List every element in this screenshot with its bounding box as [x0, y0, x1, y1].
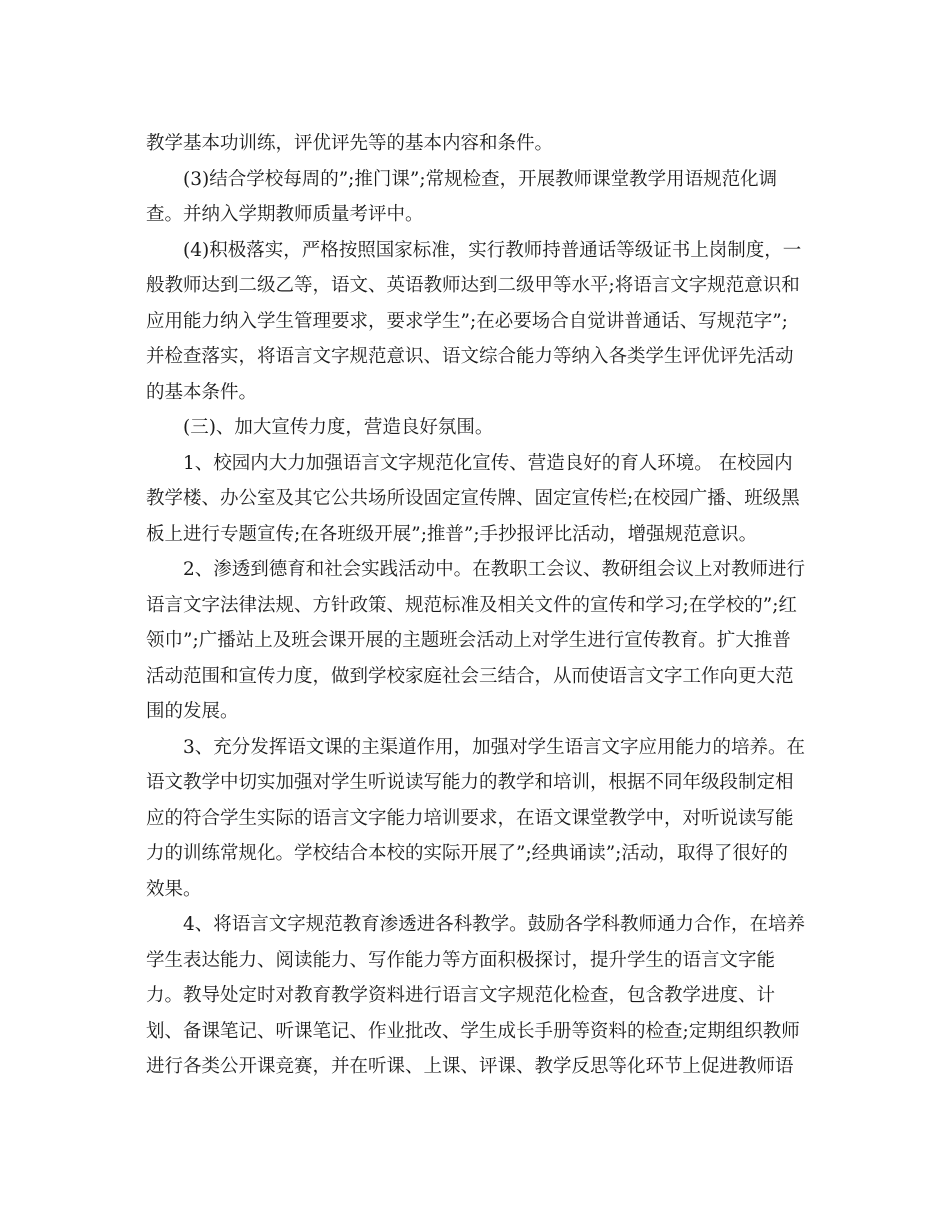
text-line: 般教师达到二级乙等，语文、英语教师达到二级甲等水平;将语言文字规范意识和 — [146, 275, 800, 296]
text-line: 1、校园内大力加强语言文字规范化宣传、营造良好的育人环境。 在校园内 — [183, 452, 793, 474]
text-line: 领巾”;广播站上及班会课开展的主题班会活动上对学生进行宣传教育。扩大推普 — [146, 630, 791, 651]
text-line: 划、备课笔记、听课笔记、作业批改、学生成长手册等资料的检查;定期组织教师 — [146, 1020, 800, 1042]
text-line: 学生表达能力、阅读能力、写作能力等方面积极探讨，提升学生的语言文字能 — [146, 949, 776, 971]
text-line: 效果。 — [146, 878, 202, 900]
text-line: 2、渗透到德育和社会实践活动中。在教职工会议、教研组会议上对教师进行 — [183, 559, 805, 580]
text-line: 查。并纳入学期教师质量考评中。 — [146, 204, 424, 225]
text-line: 应的符合学生实际的语言文字能力培训要求，在语文课堂教学中，对听说读写能 — [146, 807, 794, 829]
text-line: (三)、加大宣传力度，营造良好氛围。 — [183, 417, 494, 438]
text-line: 力。教导处定时对教育教学资料进行语言文字规范化检查，包含教学进度、计 — [146, 985, 776, 1006]
text-line: (3)结合学校每周的”;推门课”;常规检查，开展教师课堂教学用语规范化调 — [183, 168, 778, 190]
text-line: 3、充分发挥语文课的主渠道作用，加强对学生语言文字应用能力的培养。在 — [183, 736, 805, 758]
document-body — [146, 126, 806, 1085]
text-line: 语文教学中切实加强对学生听说读写能力的教学和培训，根据不同年级段制定相 — [146, 772, 794, 793]
text-line: 并检查落实，将语言文字规范意识、语文综合能力等纳入各类学生评优评先活动 — [146, 346, 794, 367]
text-line: 的基本条件。 — [146, 381, 258, 403]
text-line: 活动范围和宣传力度，做到学校家庭社会三结合，从而使语言文字工作向更大范 — [146, 665, 794, 687]
text-line: 应用能力纳入学生管理要求，要求学生”;在必要场合自觉讲普通话、写规范字”; — [146, 310, 788, 332]
text-line: 进行各类公开课竞赛，并在听课、上课、评课、教学反思等化环节上促进教师语 — [146, 1056, 794, 1077]
text-line: 教学楼、办公室及其它公共场所设固定宣传牌、固定宣传栏;在校园广播、班级黑 — [146, 488, 800, 509]
text-line: 围的发展。 — [146, 701, 239, 722]
text-line: 力的训练常规化。学校结合本校的实际开展了”;经典诵读”;活动，取得了很好的 — [146, 843, 788, 864]
text-line: 语言文字法律法规、方针政策、规范标准及相关文件的宣传和学习;在学校的”;红 — [146, 594, 797, 616]
text-line: 板上进行专题宣传;在各班级开展”;推普”;手抄报评比活动，增强规范意识。 — [146, 523, 758, 545]
text-line: 4、将语言文字规范教育渗透进各科教学。鼓励各学科教师通力合作，在培养 — [183, 914, 805, 935]
text-line: 教学基本功训练，评优评先等的基本内容和条件。 — [146, 133, 554, 154]
text-line: (4)积极落实，严格按照国家标准，实行教师持普通话等级证书上岗制度，一 — [183, 239, 802, 261]
